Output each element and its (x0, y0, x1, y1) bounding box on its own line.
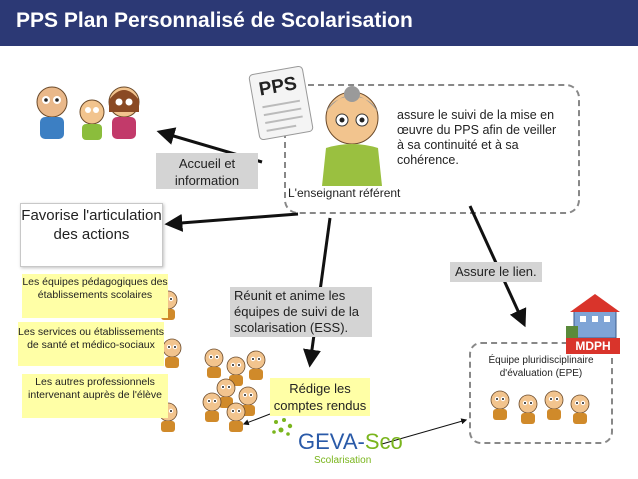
mdph-label: MDPH (566, 338, 620, 354)
reunit-ess-box: Réunit et anime les équipes de suivi de la scolarisation (ESS). (230, 287, 372, 337)
favorise-box: Favorise l'articulation des actions (20, 203, 163, 267)
page-title: PPS Plan Personnalisé de Scolarisation (16, 9, 413, 32)
accueil-box: Accueil et information (156, 153, 258, 189)
family-icon (37, 87, 139, 140)
pps-document-label: PPS (257, 73, 299, 101)
geva-sub: Scolarisation (314, 455, 372, 466)
epe-team-icon (491, 391, 589, 424)
child-icon-2 (163, 339, 181, 368)
partner-box-2: Les services ou établissements de santé et médico-sociaux (18, 322, 164, 366)
geva-brand-a: GEVA- (298, 429, 365, 454)
geva-sco-logo (298, 430, 403, 454)
mdph-building-icon (566, 294, 620, 338)
partner-box-3: Les autres professionnels intervenant auprès de l'élève (22, 374, 168, 418)
referent-caption: L'enseignant référent (288, 186, 401, 200)
teacher-icon (322, 86, 382, 186)
geva-sco-logo-mark (272, 418, 292, 436)
referent-role-text: assure le suivi de la mise en œuvre du PPS afin de veiller à sa continuité et à sa cohérence. (393, 106, 569, 178)
geva-brand-b: Sco (364, 429, 403, 454)
partner-box-1: Les équipes pédagogiques des établissements scolaires (22, 274, 168, 318)
epe-label: Équipe pluridisciplinaire d'évaluation (EPE) (488, 355, 594, 379)
redige-box: Rédige les comptes rendus (270, 378, 370, 416)
arrow-to-favorise (168, 214, 298, 224)
assure-lien-box: Assure le lien. (450, 262, 542, 282)
